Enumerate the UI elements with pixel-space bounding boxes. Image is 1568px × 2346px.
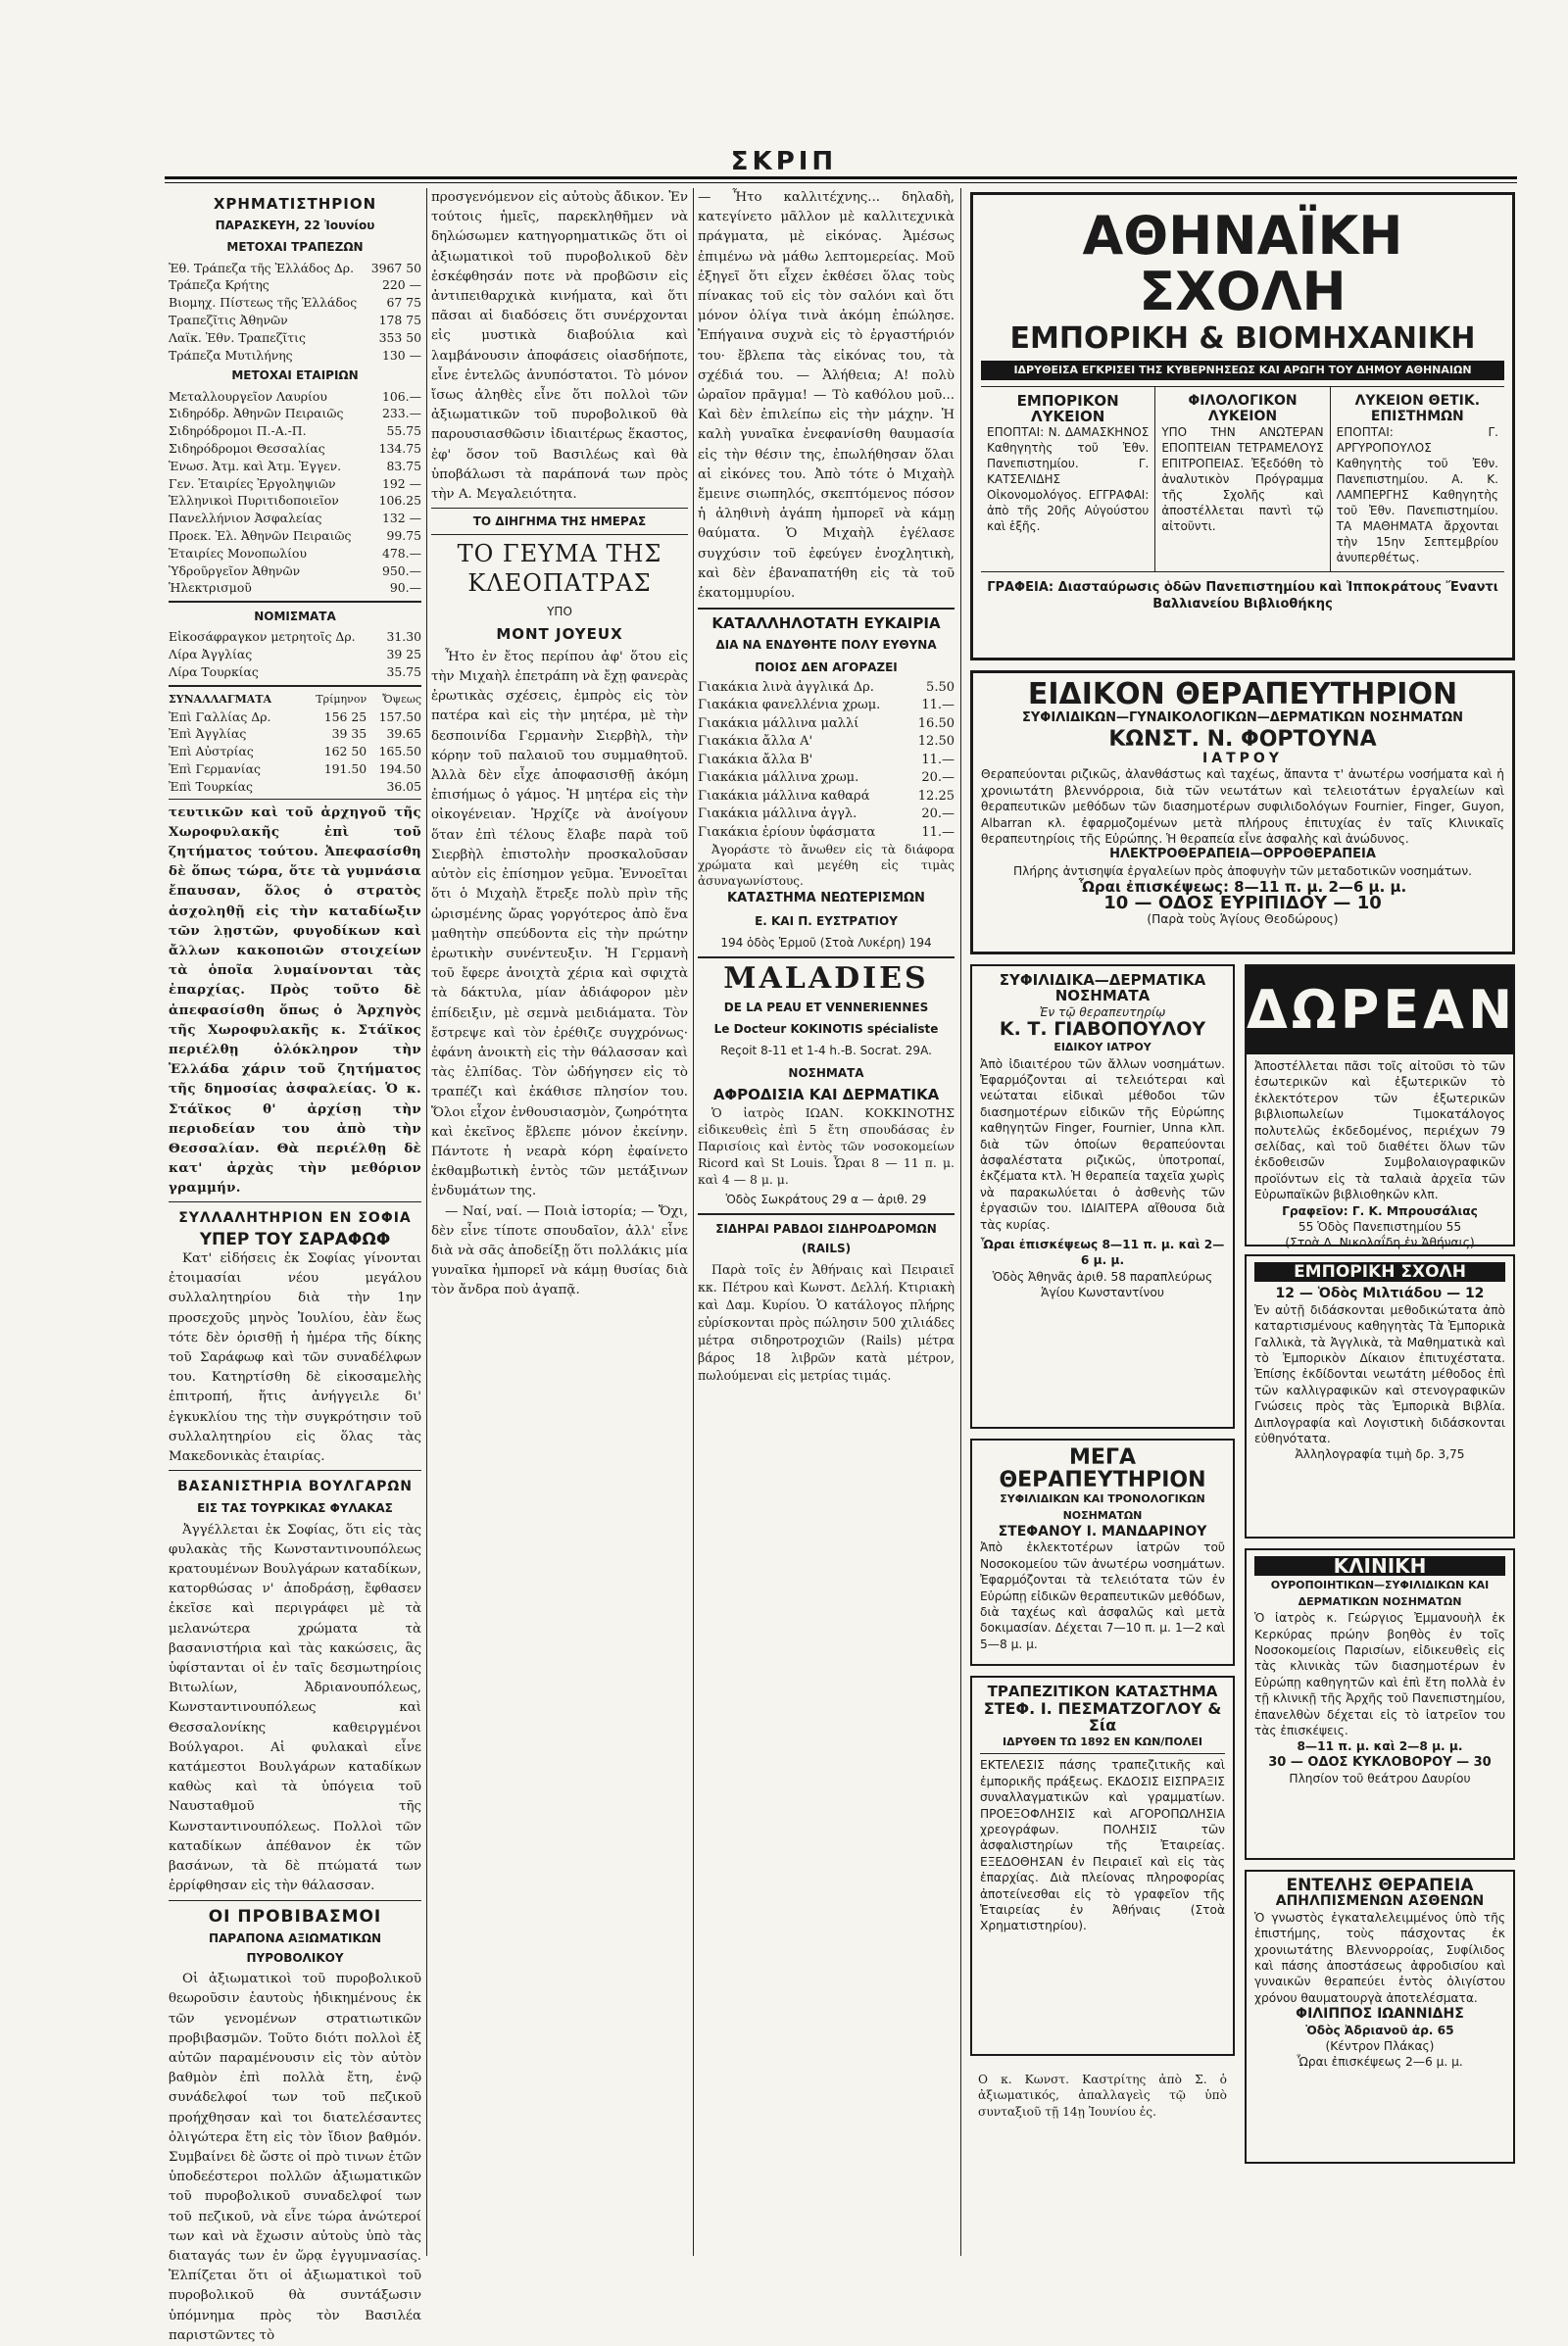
table-row bbox=[169, 329, 421, 347]
table-row bbox=[169, 312, 421, 329]
table-row bbox=[169, 760, 421, 778]
torture-title: ΒΑΣΑΝΙΣΤΗΡΙΑ ΒΟΥΛΓΑΡΩΝ bbox=[176, 1479, 414, 1495]
athens-lyceum-commerce-text: ΕΠΟΠΤΑΙ: Ν. ΔΑΜΑΣΚΗΝΟΣ Καθηγητὴς τοῦ Ἐθν. Πανεπιστημίου. Γ. ΚΑΤΣΕΛΙΔΗΣ Οἰκονομολόγος. ΕΓΓΡΑΦΑΙ: ἀπὸ τῆς 20ῆς Αὐγούστου καὶ ἑξῆς. bbox=[987, 425, 1150, 534]
promo-article: Οἱ ἀξιωματικοὶ τοῦ πυροβολικοῦ θεωροῦσιν ἑαυτοὺς ἠδικημένους ἐκ τῶν γενομένων στρατιωτικῶν προβιβασμῶν. Τοῦτο διότι πολλοὶ ἐξ αὐτῶν παραμένουσιν εἰς τὸν αὐτὸν βαθμὸν ἐπὶ πολλὰ ἔτη, ἐνῷ συνάδελφοί των τοῦ πεζικοῦ προήχθησαν καὶ τοι διατελέσαντες ὀλιγώτερα ἔτη εἰς τὸν ἴδιον βαθμόν. Συμβαίνει δὲ ὥστε οἱ πρὸ τινων ἐτῶν ὑποδεέστεροι πολλῶν ἀξιωματικῶν τοῦ πυροβολικοῦ συναδελφοί των τοῦ πεζικοῦ, νὰ εἶνε τώρα ἀνώτεροί των καὶ νὰ ἔχωσιν αὐτοὺς ὑπὸ τὰς διαταγάς των ἐν ὥρᾳ ἐγγυμνασίας. Ἐλπίζεται ὅτι οἱ ἀξιωματικοὶ τοῦ πυροβολικοῦ θὰ συντάξωσιν ὑπόμνημα πρὸς τὸν Βασιλέα παριστῶντες τὸ bbox=[169, 1972, 421, 2343]
commerce-title: ΕΜΠΟΡΙΚΗ ΣΧΟΛΗ bbox=[1254, 1262, 1505, 1282]
header-rule-thin bbox=[165, 182, 1517, 183]
row-label: Ἐπὶ Γαλλίας Δρ. bbox=[169, 709, 271, 724]
row-value: 11.— bbox=[921, 752, 955, 767]
row-label: Ἑταιρίες Μονοπωλίου bbox=[169, 545, 308, 561]
afrodisia-address: Ὁδὸς Σωκράτους 29 α — ἀριθ. 29 bbox=[725, 1193, 927, 1206]
row-label: Ὑδροῦργεῖον Ἀθηνῶν bbox=[169, 562, 301, 578]
athens-strap: ΙΔΡΥΘΕΙΣΑ ΕΓΚΡΙΣΕΙ ΤΗΣ ΚΥΒΕΡΝΗΣΕΩΣ ΚΑΙ ΑΡΩΓΗ ΤΟΥ ΔΗΜΟΥ ΑΘΗΝΑΙΩΝ bbox=[981, 361, 1504, 380]
row-label: Ἡλεκτρισμοῦ bbox=[169, 580, 252, 596]
fx-header: Τρίμηνον bbox=[316, 692, 368, 706]
row-value: 20.— bbox=[921, 806, 955, 822]
table-row bbox=[169, 743, 421, 760]
row-value: 35.75 bbox=[386, 663, 421, 679]
sofia-title: ΣΥΛΛΑΛΗΤΗΡΙΟΝ ΕΝ ΣΟΦΙΑ bbox=[178, 1209, 412, 1226]
row-value: 478.— bbox=[382, 545, 421, 561]
promo-subtitle: ΠΑΡΑΠΟΝΑ ΑΞΙΩΜΑΤΙΚΩΝ ΠΥΡΟΒΟΛΙΚΟΥ bbox=[208, 1931, 382, 1965]
commerce-fee: Ἀλληλογραφία τιμὴ δρ. 3,75 bbox=[1295, 1447, 1465, 1462]
special-title: ΕΙΔΙΚΟΝ ΘΕΡΑΠΕΥΤΗΡΙΟΝ bbox=[1027, 677, 1458, 711]
row-value: 55.75 bbox=[386, 423, 421, 439]
torture-article: Ἀγγέλλεται ἐκ Σοφίας, ὅτι εἰς τὰς φυλακὰς τῆς Κωνσταντινουπόλεως κρατουμένων Βουλγάρων καταδίκων, κατορθώσας ν' ἀποδράσῃ, ἔφθασεν ἐκεῖσε καὶ περιγράφει μὲ τὰ μελανώτερα χρώματα τὰ βασανιστήρια καὶ τὰς κακώσεις, ἃς ὑφίστανται οἱ ἐν ταῖς δεσμωτηρίοις Βιτωλίων, Ἀδριανουπόλεως, Κωνσταντινουπόλεως καὶ Θεσσαλονίκης καθειργμένοι Βούλγαροι. Αἱ φυλακαὶ εἶνε κατάμεστοι Βουλγάρων καταδίκων καθὼς καὶ τὰ ὑπόγεια τοῦ Ναυσταθμοῦ τῆς Κωνσταντινουπόλεως. Πολλοὶ τῶν καταδίκων ἀπέθανον ἐκ τῶν βασάνων, τὰ δὲ πτώματά των ἐρρίφθησαν εἰς τὴν θάλασσαν. bbox=[169, 1522, 421, 1894]
table-row bbox=[698, 733, 955, 752]
maladies-address: Reçoit 8-11 et 1-4 h.-B. Socrat. 29A. bbox=[720, 1044, 932, 1058]
story-by: ΥΠΟ bbox=[547, 605, 572, 619]
market-title: ΧΡΗΜΑΤΙΣΤΗΡΙΟΝ bbox=[213, 195, 377, 213]
giavopoulos-role: ΕΙΔΙΚΟΥ ΙΑΤΡΟΥ bbox=[1054, 1041, 1152, 1054]
table-row bbox=[169, 562, 421, 580]
entolis-near: (Κέντρον Πλάκας) bbox=[1325, 2039, 1435, 2054]
row-value: 99.75 bbox=[386, 527, 421, 543]
row-label: Πανελλήνιον Ἀσφαλείας bbox=[169, 511, 322, 526]
athens-lyceum-sciences: ΛΥΚΕΙΟΝ ΘΕΤΙΚ. ΕΠΙΣΤΗΜΩΝ bbox=[1354, 393, 1481, 425]
athens-lyceum-philology: ΦΙΛΟΛΟΓΙΚΟΝ ΛΥΚΕΙΟΝ bbox=[1188, 393, 1298, 425]
column-rule bbox=[960, 188, 961, 2256]
table-row bbox=[169, 276, 421, 294]
giavopoulos-pre: Ἐν τῷ θεραπευτηρίῳ bbox=[1039, 1004, 1166, 1019]
torture-subtitle: ΕΙΣ ΤΑΣ ΤΟΥΡΚΙΚΑΣ ΦΥΛΑΚΑΣ bbox=[197, 1501, 393, 1516]
maladies-subtitle: DE LA PEAU ET VENNERIENNES bbox=[723, 1000, 929, 1014]
row-label: Σιδηρόδρ. Ἀθηνῶν Πειραιῶς bbox=[169, 406, 344, 421]
column-rule bbox=[693, 188, 694, 2256]
mandarinos-title: ΜΕΓΑ ΘΕΡΑΠΕΥΤΗΡΙΟΝ bbox=[999, 1445, 1206, 1493]
table-row bbox=[169, 646, 421, 663]
eukairia-title: ΚΑΤΑΛΛΗΛΟΤΑΤΗ ΕΥΚΑΙΡΙΑ bbox=[711, 614, 941, 633]
row-value: 132 — bbox=[382, 511, 421, 526]
special-clinic-ad bbox=[970, 670, 1515, 954]
row-label: Γιακάκια μάλλινα μαλλί bbox=[698, 715, 859, 731]
row-value: 165.50 bbox=[378, 744, 421, 759]
commerce-address: 12 — Ὁδὸς Μιλτιάδου — 12 bbox=[1275, 1286, 1485, 1302]
row-value: 353 50 bbox=[378, 329, 421, 345]
row-value: 12.50 bbox=[917, 734, 955, 750]
dorean-ad bbox=[1245, 964, 1517, 1250]
table-row bbox=[698, 715, 955, 734]
row-label: Λαϊκ. Ἐθν. Τραπεζῖτις bbox=[169, 329, 306, 345]
giavopoulos-text: Ἀπὸ ἰδιαιτέρου τῶν ἄλλων νοσημάτων. Ἐφαρμόζονται αἱ τελειότεραι καὶ νεώταται εἰδικαὶ μέθοδοι τῶν διασημοτέρων εἰδικῶν τῆς Εὐρώπης καθηγητῶν Finger, Fournier, Unna κλπ. διὰ τῶν ὁποίων θεραπεύονται ἀσφαλέστατα ριζικῶς, ὑποτροπαί, ἐκζέματα κτλ. Ἡ θεραπεία ταχεῖα χωρὶς νὰ παρακωλύεται ὁ ἀσθενὴς τῶν ἐργασιῶν του. ΙΔΙΑΙΤΕΡΑ αἴθουσα διὰ τὰς κυρίας. bbox=[980, 1056, 1225, 1232]
row-label: Γιακάκια μάλλινα ἀγγλ. bbox=[698, 806, 858, 822]
row-value: 11.— bbox=[921, 698, 955, 713]
row-value: 16.50 bbox=[917, 715, 955, 731]
banks-title: ΜΕΤΟΧΑΙ ΤΡΑΠΕΖΩΝ bbox=[226, 240, 364, 255]
clinic-ad bbox=[1245, 1548, 1515, 1860]
row-label: Τράπεζα Κρήτης bbox=[169, 277, 270, 293]
athens-lyceum-commerce: ΕΜΠΟΡΙΚΟΝ ΛΥΚΕΙΟΝ bbox=[1016, 392, 1119, 426]
table-row bbox=[169, 492, 421, 510]
athens-title: ΑΘΗΝΑΪΚΗ ΣΧΟΛΗ bbox=[1082, 205, 1403, 322]
table-row bbox=[169, 709, 421, 726]
row-value: 39 25 bbox=[386, 647, 421, 662]
row-label: Σιδηρόδρομοι Π.-Α.-Π. bbox=[169, 423, 307, 439]
row-label: Ἐπὶ Τουρκίας bbox=[169, 778, 253, 794]
row-label: Γιακάκια λινὰ ἀγγλικά Δρ. bbox=[698, 679, 874, 695]
story-title: ΤΟ ΓΕΥΜΑ ΤΗΣ ΚΛΕΟΠΑΤΡΑΣ bbox=[457, 540, 662, 598]
table-row bbox=[698, 752, 955, 770]
table-row bbox=[698, 679, 955, 698]
giavopoulos-address: Ὁδὸς Ἀθηνᾶς ἀριθ. 58 παραπλεύρως Ἁγίου Κωνσταντίνου bbox=[992, 1269, 1213, 1300]
store-address: 194 ὁδὸς Ἑρμοῦ (Στοὰ Λυκέρη) 194 bbox=[720, 935, 932, 950]
fx-table bbox=[169, 691, 421, 796]
afrodisia-title: ΑΦΡΟΔΙΣΙΑ ΚΑΙ ΔΕΡΜΑΤΙΚΑ bbox=[712, 1085, 940, 1103]
row-value: 220 — bbox=[382, 277, 421, 293]
clinic-address: 30 — ΟΔΟΣ ΚΥΚΛΟΒΟΡΟΥ — 30 bbox=[1268, 1754, 1492, 1770]
row-value: 130 — bbox=[382, 347, 421, 363]
athens-footer: ΓΡΑΦΕΙΑ: Διασταύρωσις ὁδῶν Πανεπιστημίου καὶ Ἱπποκράτους Ἔναντι Βαλλιανείου Βιβλιοθήκης bbox=[987, 580, 1498, 611]
table-row bbox=[169, 294, 421, 312]
table-row bbox=[169, 260, 421, 277]
row-label: Ἑλληνικοὶ Πυριτιδοποιεῖον bbox=[169, 493, 339, 509]
table-row bbox=[169, 405, 421, 422]
banks-table bbox=[169, 260, 421, 365]
commerce-text: Ἐν αὐτῇ διδάσκονται μεθοδικώτατα ἀπὸ καταρτισμένους καθηγητὰς Τὰ Ἐμπορικὰ Γαλλικὰ, τὰ Ἀγγλικὰ, τὰ Μαθηματικὰ καὶ τὸ Ἐμπορικὸν Δίκαιον ἐπιτυχέστατα. Ἐπίσης ἐκδίδονται νεωτάτη μέθοδος ἐπὶ τῶν καλλιγραφικῶν καὶ στενογραφικῶν Γνώσεις πρὸς τὰς Ἐμπορικὰ Βιβλία. Διπλογραφία καὶ Λογιστικὴ διδάσκονται εὐθηνότατα. bbox=[1254, 1302, 1505, 1446]
store-owner: Ε. ΚΑΙ Π. ΕΥΣΤΡΑΤΙΟΥ bbox=[755, 913, 898, 928]
dorean-address: 55 Ὁδὸς Πανεπιστημίου 55 bbox=[1298, 1220, 1462, 1235]
athens-school-ad bbox=[970, 192, 1515, 660]
row-label: Λίρα Ἀγγλίας bbox=[169, 647, 253, 662]
entolis-text: Ὁ γνωστὸς ἐγκαταλελειμμένος ὑπὸ τῆς ἐπιστήμης, τοὺς πάσχοντας ἐκ χρονιωτάτης Βλεννορροίας, Συφίλιδος καὶ πάσης ἀποστάσεως ἀφροδισίου καὶ γυναικῶν θεραπεύει ἐντὸς ὀλιγίστου χρόνου θαυματουργὰ ἀποτελέσματα. bbox=[1254, 1910, 1505, 2005]
pesmatzoglou-name: ΣΤΕΦ. Ι. ΠΕΣΜΑΤΖΟΓΛΟΥ & Σία bbox=[983, 1699, 1222, 1735]
row-value bbox=[301, 778, 367, 796]
table-row bbox=[169, 458, 421, 475]
column-2 bbox=[431, 188, 688, 2256]
clinic-subtitle: ΟΥΡΟΠΟΙΗΤΙΚΩΝ—ΣΥΦΙΛΙΔΙΚΩΝ ΚΑΙ ΔΕΡΜΑΤΙΚΩΝ ΝΟΣΗΜΑΤΩΝ bbox=[1270, 1579, 1490, 1608]
table-row bbox=[169, 545, 421, 562]
fx-header: Ὄψεως bbox=[382, 692, 421, 706]
pesmatzoglou-founded: ΙΔΡΥΘΕΝ ΤΩ 1892 ΕΝ ΚΩΝ/ΠΟΛΕΙ bbox=[1003, 1735, 1202, 1748]
companies-title: ΜΕΤΟΧΑΙ ΕΤΑΙΡΙΩΝ bbox=[231, 368, 359, 383]
giavopoulos-hours: Ὧραι ἐπισκέψεως 8—11 π. μ. καὶ 2—6 μ. μ. bbox=[980, 1238, 1225, 1268]
table-row bbox=[169, 347, 421, 365]
market-date: ΠΑΡΑΣΚΕΥΗ, 22 Ἰουνίου bbox=[215, 219, 375, 233]
row-label: Γιακάκια ἄλλα Β' bbox=[698, 752, 813, 767]
row-label: Γιακάκια μάλλινα χρωμ. bbox=[698, 770, 859, 786]
coins-table bbox=[169, 628, 421, 680]
row-value: 90.— bbox=[389, 580, 421, 596]
story-section: ΤΟ ΔΙΗΓΗΜΑ ΤΗΣ ΗΜΕΡΑΣ bbox=[472, 514, 647, 529]
special-electro-text: Πλήρης ἀντισηψία ἐργαλείων πρὸς ἀποφυγὴν τῶν μεταδοτικῶν νοσημάτων. bbox=[1013, 863, 1472, 878]
row-label: Γιακάκια ἐρίουν ὑφάσματα bbox=[698, 824, 876, 840]
row-value: 67 75 bbox=[386, 295, 421, 311]
companies-table bbox=[169, 388, 421, 598]
row-value: 106.— bbox=[382, 388, 421, 404]
sofia-article: Κατ' εἰδήσεις ἐκ Σοφίας γίνονται ἐτοιμασίαι νέου μεγάλου συλλαλητηρίου διὰ τὴν 1ην προσεχοῦς μηνὸς Ἰουλίου, ἐὰν ἕως τότε δὲν ὁρισθῇ ἡ ἡμέρα τῆς δίκης τοῦ Σαράφωφ καὶ τῶν συναδέλφων του. Κατηρτίσθη δὲ εἰκοσαμελὴς ἐπιτροπή, ἥτις ἀνήγγειλε δι' ἐγκυκλίου της τὴν συγκρότησιν τοῦ συλλαλητηρίου εἰς ὅλας τὰς Μακεδονικὰς ἑταιρίας. bbox=[169, 1251, 421, 1465]
row-value: 106.25 bbox=[378, 493, 421, 509]
dorean-near: (Στοὰ Λ. Νικολαΐδη ἐν Ἀθήναις) bbox=[1285, 1236, 1475, 1250]
nosimata-label: ΝΟΣΗΜΑΤΑ bbox=[788, 1065, 864, 1080]
maladies-doctor: Le Docteur KOKINOTIS spécialiste bbox=[713, 1022, 939, 1037]
row-label: Μεταλλουργεῖον Λαυρίου bbox=[169, 388, 327, 404]
giavopoulos-title: ΣΥΦΙΛΙΔΙΚΑ—ΔΕΡΜΑΤΙΚΑ ΝΟΣΗΜΑΤΑ bbox=[999, 971, 1206, 1005]
special-address: 10 — ΟΔΟΣ ΕΥΡΙΠΙΔΟΥ — 10 bbox=[1103, 892, 1382, 913]
row-label: Προεκ. Ἐλ. Ἀθηνῶν Πειραιῶς bbox=[169, 527, 352, 543]
row-value: 950.— bbox=[382, 562, 421, 578]
rails-text: Παρὰ τοῖς ἐν Ἀθήναις καὶ Πειραιεῖ κκ. Πέτρου καὶ Κωνστ. Δελλή. Κτιριακὴ καὶ Δαμ. Κυρίου. Ὁ κατάλογος πλήρης εὐρίσκονται πρὸς πώλησιν 500 χιλιάδες μέτρα σιδηροτροχιῶν (Rails) μέτρα βάρος 18 λιβρῶν κατὰ μέτρον, πωλούμεναι εἰς μετρίας τιμάς. bbox=[698, 1261, 955, 1383]
special-subtitle: ΣΥΦΙΛΙΔΙΚΩΝ—ΓΥΝΑΙΚΟΛΟΓΙΚΩΝ—ΔΕΡΜΑΤΙΚΩΝ ΝΟΣΗΜΑΤΩΝ bbox=[1021, 709, 1463, 725]
table-row bbox=[169, 527, 421, 545]
table-row bbox=[698, 769, 955, 788]
clinic-title: ΚΛΙΝΙΚΗ bbox=[1254, 1556, 1505, 1576]
special-doctor: ΚΩΝΣΤ. Ν. ΦΟΡΤΟΥΝΑ bbox=[1108, 726, 1377, 752]
table-row bbox=[698, 697, 955, 715]
row-value: 11.— bbox=[921, 824, 955, 840]
row-label: Τράπεζα Μυτιλήνης bbox=[169, 347, 293, 363]
row-value: 157.50 bbox=[378, 709, 421, 724]
row-value: 156 25 bbox=[323, 709, 368, 724]
entolis-doctor: ΦΙΛΙΠΠΟΣ ΙΩΑΝΝΙΔΗΣ bbox=[1296, 2006, 1464, 2023]
row-label: Γεν. Ἑταιρίες Ἐργοληψιῶν bbox=[169, 475, 336, 491]
table-row bbox=[698, 788, 955, 806]
table-row bbox=[698, 824, 955, 843]
mandarinos-text: Ἀπὸ ἐκλεκτοτέρων ἰατρῶν τοῦ Νοσοκομείου τῶν ἀνωτέρω νοσημάτων. Ἐφαρμόζονται τὰ τελειότατα τῶν ἐν Εὐρώπῃ εἰδικῶν θεραπευτικῶν μεθόδων, διὰ ταχέως καὶ ἀσφαλῶς καὶ μετὰ δοκιμασίαν. Δέχεται 7—10 π. μ. 1—2 καὶ 5—8 μ. μ. bbox=[980, 1540, 1225, 1651]
column-3 bbox=[698, 188, 955, 2256]
table-row bbox=[169, 422, 421, 440]
table-row bbox=[169, 440, 421, 458]
row-value: 233.— bbox=[382, 406, 421, 421]
pesmatzoglou-text: ΕΚΤΕΛΕΣΙΣ πάσης τραπεζιτικῆς καὶ ἐμπορικῆς πράξεως. ΕΚΔΟΣΙΣ ΕΙΣΠΡΑΞΙΣ συναλλαγματικῶν καὶ γραμματίων. ΠΡΟΕΞΟΦΛΗΣΙΣ καὶ ΑΓΟΡΟΠΩΛΗΣΙΑ χρεογράφων. ΠΟΛΗΣΙΣ τῶν ἀσφαλιστηρίων τῆς Ἐταιρείας. ΕΞΕΔΟΘΗΣΑΝ ἐν Πειραιεῖ καὶ εἰς τὰς ἐπαρχίας. Διὰ πλείονας πληροφορίας ἀποτείνεσθαι εἰς τὸ γραφεῖον τῆς Ἑταιρείας ἐν Ἀθήναις (Στοὰ Χρηματιστηρίου). bbox=[980, 1758, 1225, 1933]
athens-subtitle: ΕΜΠΟΡΙΚΗ & ΒΙΟΜΗΧΑΝΙΚΗ bbox=[1009, 321, 1476, 357]
fx-header: ΣΥΝΑΛΛΑΓΜΑΤΑ bbox=[169, 692, 272, 706]
mandarinos-subtitle: ΣΥΦΙΛΙΔΙΚΩΝ ΚΑΙ ΤΡΟΝΟΛΟΓΙΚΩΝ ΝΟΣΗΜΑΤΩΝ bbox=[1000, 1492, 1205, 1522]
row-label: Ἐπὶ Αὐστρίας bbox=[169, 744, 254, 759]
table-row bbox=[169, 510, 421, 527]
row-label: Γιακάκια ἄλλα Α' bbox=[698, 734, 813, 750]
pesmatzoglou-ad bbox=[970, 1676, 1235, 2056]
special-role: ΙΑΤΡΟΥ bbox=[1202, 751, 1283, 766]
row-label: Ἐθ. Τράπεζα τῆς Ἑλλάδος Δρ. bbox=[169, 260, 355, 275]
athens-lyceum-sciences-text: ΕΠΟΠΤΑΙ: Γ. ΑΡΓΥΡΟΠΟΥΛΟΣ Καθηγητὴς τοῦ Ἐθν. Πανεπιστημίου. Α. Κ. ΛΑΜΠΕΡΓΗΣ Καθηγητὴς τοῦ Ἐθν. Πανεπιστημίου. ΤΑ ΜΑΘΗΜΑΤΑ ἄρχονται τὴν 15ην Σεπτεμβρίου ἀνυπερθέτως. bbox=[1336, 425, 1498, 565]
dorean-title: ΔΩΡΕΑΝ bbox=[1247, 966, 1513, 1054]
row-value: 5.50 bbox=[926, 679, 955, 695]
store-name: ΚΑΤΑΣΤΗΜΑ ΝΕΩΤΕΡΙΣΜΩΝ bbox=[727, 891, 925, 906]
row-value: 178 75 bbox=[378, 313, 421, 327]
giavopoulos-ad bbox=[970, 964, 1235, 1429]
eukairia-text: Ἀγοράστε τὸ ἄνωθεν εἰς τὰ διάφορα χρώματα καὶ μεγέθη εἰς τιμὰς ἀσυναγωνίστους. bbox=[698, 843, 955, 889]
row-value: 194.50 bbox=[378, 760, 421, 776]
entolis-ad bbox=[1245, 1870, 1515, 2164]
row-value: 192 — bbox=[382, 475, 421, 491]
brigand-article: τευτικῶν καὶ τοῦ ἀρχηγοῦ τῆς Χωροφυλακῆς ἐπὶ τοῦ ζητήματος τούτου. Ἀπεφασίσθη δὲ ὅπως τώρα, ὅτε τὰ γυμνάσια ἔπαυσαν, ὅλος ὁ στρατὸς ἀσχοληθῇ εἰς τὴν καταδίωξιν τῶν λῃστῶν, φυγοδίκων καὶ ἄλλων κακοποιῶν στοιχείων τὰ ὁποῖα λυμαίνονται τὰς ἐπαρχίας. Πρὸς τοῦτο δὲ ἀπεφασίσθη ὅπως ὁ Ἀρχηγὸς τῆς Χωροφυλακῆς κ. Στάϊκος περιέλθῃ ὁλόκληρον τὴν Ἑλλάδα χάριν τοῦ ζητήματος τῆς δημοσίας ἀσφαλείας. Ὁ κ. Στάϊκος θ' ἀρχίσῃ τὴν περιοδείαν του ἀπὸ τὴν Θεσσαλίαν. Θὰ περιέλθῃ δὲ κατ' ἀρχὰς τὴν μεθόριον γραμμήν. bbox=[169, 804, 421, 1197]
row-label: Λίρα Τουρκίας bbox=[169, 663, 259, 679]
row-value: 36.05 bbox=[386, 778, 421, 794]
row-label: Εἰκοσάφραγκον μετρητοῖς Δρ. bbox=[169, 629, 356, 645]
rails-title: ΣΙΔΗΡΑΙ ΡΑΒΔΟΙ ΣΙΔΗΡΟΔΡΟΜΩΝ (RAILS) bbox=[715, 1222, 937, 1256]
coins-title: ΝΟΜΙΣΜΑΤΑ bbox=[254, 610, 336, 624]
clinic-hours: 8—11 π. μ. καὶ 2—8 μ. μ. bbox=[1297, 1739, 1463, 1754]
table-row bbox=[698, 806, 955, 824]
row-label: Γιακάκια φανελλένια χρωμ. bbox=[698, 698, 881, 713]
table-row bbox=[169, 778, 421, 796]
special-near: (Παρὰ τοὺς Ἁγίους Θεοδώρους) bbox=[1147, 912, 1339, 927]
row-label: Βιομηχ. Πίστεως τῆς Ἑλλάδος bbox=[169, 295, 358, 311]
entolis-hours: Ὧραι ἐπισκέψεως 2—6 μ. μ. bbox=[1297, 2055, 1463, 2070]
row-value: 3967 50 bbox=[370, 260, 421, 275]
column-1 bbox=[169, 188, 421, 2343]
row-label: Τραπεζῖτις Ἀθηνῶν bbox=[169, 313, 288, 327]
row-label: Σιδηρόδρομοι Θεσσαλίας bbox=[169, 440, 325, 456]
special-electro: ΗΛΕΚΤΡΟΘΕΡΑΠΕΙΑ—ΟΡΡΟΘΕΡΑΠΕΙΑ bbox=[1109, 847, 1376, 862]
athens-lyceum-philology-text: ΥΠΟ ΤΗΝ ΑΝΩΤΕΡΑΝ ΕΠΟΠΤΕΙΑΝ ΤΕΤΡΑΜΕΛΟΥΣ ΕΠΙΤΡΟΠΕΙΑΣ. Ἐξεδόθη τὸ ἀναλυτικὸν Πρόγραμμα τῆς Σχολῆς καὶ ἀποστέλλεται παντὶ τῷ αἰτοῦντι. bbox=[1161, 425, 1324, 534]
table-row bbox=[169, 628, 421, 646]
story-author: MONT JOYEUX bbox=[496, 624, 623, 643]
promo-article-continued: προσγενόμενον εἰς αὐτοὺς ἄδικον. Ἐν τούτοις ἡμεῖς, παρεκληθῆμεν νὰ δηλώσωμεν κατηγορηματικῶς ὅτι οἱ ἀξιωματικοὶ τοῦ πυροβολικοῦ δὲν ἐσκέφθησάν ποτε νὰ προβῶσιν εἰς ἀντιπειθαρχικὰ κινήματα, καὶ ὅτι πᾶσαι αἱ διαδόσεις ὅτι συνέρχονται εἰς μυστικὰ διαβούλια καὶ λαμβάνουσιν ἀποφάσεις οἱασδήποτε, εἶνε ἐντελῶς ἀνυπόστατοι. Τὸ μόνον ἴσως ἀληθὲς εἶνε ὅτι πολλοὶ τῶν ἀξιωματικῶν τοῦ πυροβολικοῦ θὰ παρουσιασθῶσιν ἰδιαιτέρως ἕκαστος, ἐφ' ὅσον τοῦ Βασιλέως καὶ θὰ ὑποβάλωσι τὰ παράπονά των πρὸς τὴν Α. Μεγαλειότητα. bbox=[431, 190, 688, 503]
commerce-school-ad bbox=[1245, 1254, 1515, 1539]
row-label: Ἐπὶ Γερμανίας bbox=[169, 760, 261, 776]
promo-title: ΟΙ ΠΡΟΒΙΒΑΣΜΟΙ bbox=[208, 1906, 382, 1927]
mandarinos-ad bbox=[970, 1439, 1235, 1666]
row-value: 162 50 bbox=[323, 744, 368, 759]
row-value: 134.75 bbox=[378, 440, 421, 456]
story-text-end: — Ναί, ναί. — Ποιὰ ἱστορία; — Ὄχι, δὲν εἶνε τίποτε σπουδαῖον, ἀλλ' εἶνε διὰ νὰ σᾶς ἀποδείξῃ ὅτι πολλάκις μία γυναῖκα ἠμπορεῖ νὰ κάμῃ θυσίας διὰ τὸν ἄνδρα ποὺ ἀγαπᾷ. bbox=[431, 1203, 688, 1298]
row-value: 39 35 bbox=[331, 726, 368, 742]
row-value: 12.25 bbox=[917, 788, 955, 804]
table-row bbox=[169, 388, 421, 406]
products-table bbox=[698, 679, 955, 843]
entolis-title: ΕΝΤΕΛΗΣ ΘΕΡΑΠΕΙΑ bbox=[1286, 1876, 1474, 1895]
row-value: 83.75 bbox=[386, 458, 421, 473]
entolis-address: Ὁδὸς Ἀδριανοῦ ἀρ. 65 bbox=[1305, 2023, 1454, 2037]
kastrinis-text: Ο κ. Κωνστ. Καστρίτης ἀπὸ Σ. ὁ ἀξιωματικός, ἀπαλλαγεὶς τῷ ὑπὸ συνταξιοῦ τῇ 14ῃ Ἰουνίου ἐς. bbox=[978, 2073, 1227, 2119]
eukairia-subtitle: ΔΙΑ ΝΑ ΕΝΔΥΘΗΤΕ ΠΟΛΥ ΕΥΘΥΝΑ bbox=[715, 638, 937, 653]
row-value: 31.30 bbox=[386, 629, 421, 645]
table-row bbox=[169, 663, 421, 681]
row-value: 191.50 bbox=[323, 760, 368, 776]
row-label: Ἐπὶ Ἀγγλίας bbox=[169, 726, 247, 742]
story-text: Ἦτο ἐν ἔτος περίπου ἀφ' ὅτου εἰς τὴν Μιχαὴλ ἐπετράπη νὰ ἔχῃ φανερὰς ἐρωτικὰς σχέσεις, ἐμπρὸς εἰς τὸν πατέρα καὶ εἰς τὴν μητέρα, μὲ τὴν δεσποινίδα Γερμανὴν Σιερβὴλ, τὴν κόρην τοῦ παλαιοῦ του συμμαθητοῦ. Ἀλλὰ δὲν εἶχε ἀποφασισθῇ ἀκόμη ἐπισήμως ὁ γάμος. Ἡ μητέρα εἰς τὴν οἰκογένειαν. Ἠρχίζε νὰ ἀνοίγουν ὅταν ἐπὶ τέλους ἔλαβε παρὰ τοῦ Σιερβὴλ ἐπιστολὴν προσκαλοῦσαν αὐτὸν εἰς ἐπίσημον γεῦμα. Ἐννοεῖται ὅτι ὁ Μιχαὴλ ἔτρεξε πολὺ πρὶν τῆς ὡρισμένης ὥρας γοργότερος ἀπὸ ἕνα μαθητὴν σπεύδοντα εἰς τὴν πρώτην ἐρωτικὴν συνέντευξιν. Ἡ Γερμανὴ τοῦ ἔφερε ἀνοιχτὰ χέρια καὶ σφιχτὰ τὰ δάκτυλα, μίαν ἀδιάφορον μὲν ἐπίδειξιν, μὲ σεμνὰ μειδιάματα. Τὸν ἔστρεψε καὶ τὸν ἐρέθιζε συγχρόνως· ἐφάνη ἀνοικτὴ εἰς τὴν θάλασσαν καὶ τὰς ἐλπίδας. Τὸν ὡδήγησεν εἰς τὸ τραπέζι καὶ ἐκάθισε πλησίον του. Ὅλοι εἶχον ἐνθουσιασμὸν, ζωηρότητα καὶ ἐκεῖνος ἔβλεπε μόνον ἐκείνην. Πάντοτε ἡ νεαρὰ κόρη ἐφαίνετο ἐκθαμβωτικὴ ἐντὸς τῶν μετάξινων ἐνδυμάτων της. bbox=[431, 649, 688, 1199]
special-hours: Ὧραι ἐπισκέψεως: 8—11 π. μ. 2—6 μ. μ. bbox=[1078, 878, 1407, 897]
masthead: ΣΚΡΙΠ bbox=[730, 147, 838, 176]
column-rule bbox=[426, 188, 427, 2256]
row-value: 39.65 bbox=[386, 726, 421, 742]
clinic-text: Ὁ ἰατρὸς κ. Γεώργιος Ἐμμανουὴλ ἐκ Κερκύρας πρώην βοηθὸς ἐν τοῖς Νοσοκομείοις Παρισίων, εἰδικευθεὶς εἰς τὰς κλινικὰς τῶν διασημοτέρων ἐν Εὐρώπῃ καθηγητῶν καὶ ἐπὶ ἔτη πολλὰ ἐν τῇ κλινικῇ τῆς Ἀρχῆς τοῦ Πανεπιστημίου, ἐπανελθὼν δέχεται εἰς τὸ ἰατρεῖον του τὰς ἐπισκέψεις. bbox=[1254, 1611, 1505, 1738]
table-row bbox=[169, 579, 421, 597]
table-row bbox=[169, 725, 421, 743]
maladies-title: MALADIES bbox=[723, 960, 929, 996]
special-text: Θεραπεύονται ριζικῶς, ἀλανθάστως καὶ ταχέως, ἅπαντα τ' ἀνωτέρω νοσήματα καὶ ἡ χρονιωτάτη βλεννόρροια, διὰ τῶν νεωτάτων καὶ τελειοτάτων ἐργαλείων καὶ θεραπευτικῶν μεθόδων τῶν διασημοτέρων συφιλιδολόγων Fournier, Finger, Guyon, Albarran κλ. ἐφαρμοζομένων μετὰ πλήρους ἐπιτυχίας ἐν ταῖς Κλινικαῖς θεραπευτηρίοις τῆς Εὐρώπης. Ἡ θεραπεία εἶνε ἀσφαλὴς καὶ ἀνώδυνος. bbox=[981, 767, 1504, 847]
sofia-subtitle: ΥΠΕΡ ΤΟΥ ΣΑΡΑΦΩΦ bbox=[199, 1229, 391, 1249]
row-label: Ἑνωσ. Ἀτμ. καὶ Ἀτμ. Ἐγγεν. bbox=[169, 458, 342, 473]
kastrinis-note bbox=[970, 2066, 1235, 2164]
table-row bbox=[169, 475, 421, 493]
dorean-office: Γραφεῖον: Γ. Κ. Μπρουσάλιας bbox=[1282, 1203, 1478, 1218]
row-value: 20.— bbox=[921, 770, 955, 786]
afrodisia-text: Ὁ ἰατρὸς ΙΩΑΝ. ΚΟΚΚΙΝΟΤΗΣ εἰδικευθεὶς ἐπὶ 5 ἔτη σπουδάσας ἐν Παρισίοις καὶ ἐντὸς τῶν νοσοκομείων Ricord καὶ St Louis. Ὧραι 8 — 11 π. μ. καὶ 4 — 8 μ. μ. bbox=[698, 1105, 955, 1187]
row-label: Γιακάκια μάλλινα καθαρά bbox=[698, 788, 870, 804]
story-continued: — Ἦτο καλλιτέχνης... δηλαδὴ, κατεγίνετο μᾶλλον μὲ καλλιτεχνικὰ πράγματα, μὲ εἰκόνας. Ἀμέσως ἐπιμένω νὰ μάθω λεπτομερείας. Μοῦ ἐξηγεῖ ὅτι εἶχεν ἐκθέσει ὅλας τοὺς πίνακας τοῦ εἰς τὸν σαλόνι καὶ ὅτι μόνον ὀλίγα τινὰ ἀκόμη ἐπώλησε. Ἐπήγαινα συχνὰ εἰς τὸ ἐργαστήριόν του· ἔβλεπα τὰς εἰκόνας του, τὰ σχέδιά του. — Ἀλήθεια; Α! πολὺ ὡραῖον πρᾶγμα! — Τὸ καθόλου μοῦ... Καὶ δὲν ἐπιλείπω εἰς τὴν μάχην. Ἡ καλὴ γυναῖκα ἐνεφανίσθη θαυμασία εἰς τὴν θέσιν της, ἐπωλήθησαν ὅλαι αἱ εἰκόνες του. Ἀπὸ τότε ὁ Μιχαὴλ ἔμεινε σιωπηλός, σκεπτόμενος πόσον ἡ ἀληθινὴ ἀγάπη ἠμπορεῖ νὰ κάμῃ θαύματα. Ὁ Μιχαὴλ ἐγέλασε συγχύσιν τοῦ ἐφεύγεν ἐνοχλητικὴ, καὶ δὲν ἐβαναπατήθη εἰς τὰ τοῦ ἑκατομμυρίου. bbox=[698, 190, 955, 602]
dorean-text: Ἀποστέλλεται πᾶσι τοῖς αἰτοῦσι τὸ τῶν ἐσωτερικῶν καὶ ἐξωτερικῶν τὸ ἐκλεκτότερον τῶν ἐξωτερικῶν βιβλιοπωλείων Τιμοκατάλογος πολυτελῶς ἐκδεδομένος, περιέχων 79 σελίδας, καὶ τοῦ διαθέτει ὅλων τῶν ἐκδοθεισῶν Συμβολαιογραφικῶν προϊόντων εἰς τὰ ταλαιὰ ἀρχεῖα τῶν Εὐρωπαϊκῶν βιβλιοθηκῶν κλπ. bbox=[1254, 1059, 1505, 1202]
header-rule bbox=[165, 176, 1517, 179]
clinic-near: Πλησίον τοῦ θεάτρου Δαυρίου bbox=[1289, 1772, 1471, 1786]
giavopoulos-doctor: Κ. Τ. ΓΙΑΒΟΠΟΥΛΟΥ bbox=[999, 1018, 1206, 1041]
eukairia-subtitle2: ΠΟΙΟΣ ΔΕΝ ΑΓΟΡΑΖΕΙ bbox=[755, 660, 898, 674]
mandarinos-doctor: ΣΤΕΦΑΝΟΥ Ι. ΜΑΝΔΑΡΙΝΟΥ bbox=[998, 1524, 1207, 1540]
pesmatzoglou-title: ΤΡΑΠΕΖΙΤΙΚΟΝ ΚΑΤΑΣΤΗΜΑ bbox=[987, 1683, 1218, 1700]
entolis-subtitle: ΑΠΗΛΠΙΣΜΕΝΩΝ ΑΣΘΕΝΩΝ bbox=[1275, 1893, 1485, 1910]
